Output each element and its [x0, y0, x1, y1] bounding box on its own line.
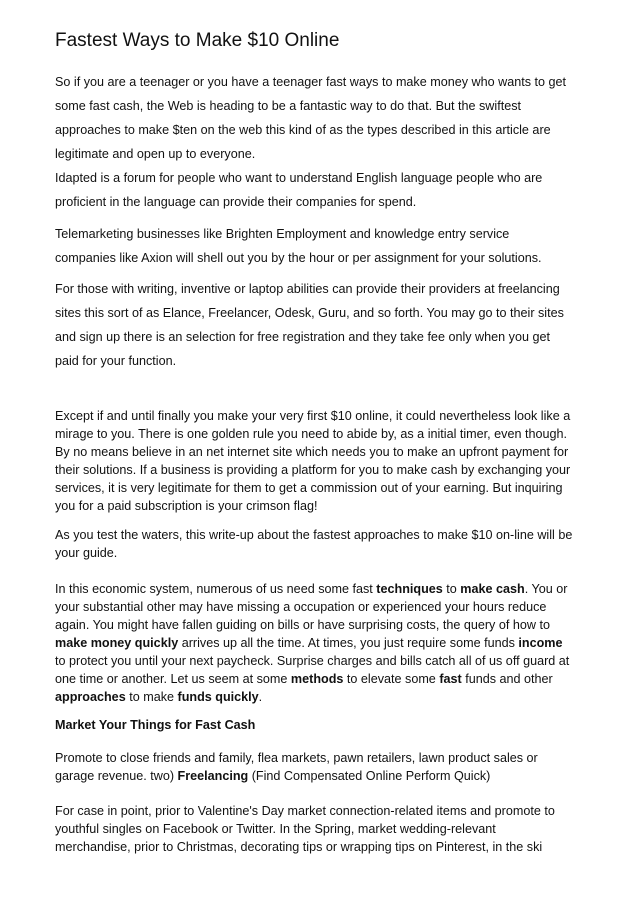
document-title: Fastest Ways to Make $10 Online: [55, 30, 340, 51]
text-line: and sign up there is an selection for free registration and they take fee only when you get: [55, 330, 550, 344]
paragraph-freelancing-sites: [55, 277, 595, 373]
text-line: companies like Axion will shell out you by the hour or per assignment for your solutions.: [55, 251, 542, 265]
keyword-funds-quickly: funds quickly: [177, 690, 259, 704]
text-line: your guide.: [55, 546, 118, 560]
keyword-approaches: approaches: [55, 690, 126, 704]
text-line: sites this sort of as Elance, Freelancer, Odesk, Guru, and so forth. You may go to their sites: [55, 306, 564, 320]
text-line: some fast cash, the Web is heading to be a fantastic way to do that. But the swiftest: [55, 99, 521, 113]
text-line: garage revenue. two) Freelancing (Find Compensated Online Perform Quick): [55, 769, 491, 783]
text-line: to protect you until your next paycheck. Surprise charges and bills catch all of us off guard at: [55, 654, 570, 668]
text-line: Idapted is a forum for people who want to understand English language people who are: [55, 171, 543, 185]
text-line: approaches to make $ten on the web this kind of as the types described in this article are: [55, 123, 551, 137]
text-line: legitimate and open up to everyone.: [55, 147, 256, 161]
paragraph-idapted: [55, 166, 595, 214]
text-line: your substantial other may have missing a occupation or experienced your hours reduce: [55, 600, 547, 614]
text-line: their solutions. If a business is providing a platform for you to make cash by exchanging your: [55, 463, 571, 477]
text-line: For case in point, prior to Valentine's Day market connection-related items and promote to: [55, 804, 555, 818]
keyword-freelancing: Freelancing: [177, 769, 249, 783]
keyword-income: income: [518, 636, 563, 650]
text-line: In this economic system, numerous of us need some fast techniques to make cash. You or: [55, 582, 568, 596]
text-line: mirage to you. There is one golden rule you need to abide by, as a initial timer, even though.: [55, 427, 568, 441]
paragraph-promote: [55, 749, 595, 785]
text-line: paid for your function.: [55, 354, 177, 368]
text-line: you for a paid subscription is your crimson flag!: [55, 499, 318, 513]
paragraph-valentines: [55, 802, 595, 856]
text-line: By no means believe in an net internet site which needs you to make an upfront payment for: [55, 445, 569, 459]
paragraph-intro: [55, 70, 595, 166]
text-line: So if you are a teenager or you have a teenager fast ways to make money who wants to get: [55, 75, 567, 89]
text-line: approaches to make funds quickly.: [55, 690, 263, 704]
text-line: again. You might have fallen guiding on bills or have surprising costs, the query of how to: [55, 618, 550, 632]
keyword-make-cash: make cash: [460, 582, 525, 596]
text-line: youthful singles on Facebook or Twitter. In the Spring, market wedding-relevant: [55, 822, 496, 836]
text-line: services, it is very legitimate for them to get a commission out of your earning. But inquiring: [55, 481, 563, 495]
text-line: proficient in the language can provide their companies for spend.: [55, 195, 417, 209]
text-line: merchandise, prior to Christmas, decorating tips or wrapping tips on Pinterest, in the ski: [55, 840, 543, 854]
text-line: make money quickly arrives up all the time. At times, you just require some funds income: [55, 636, 563, 650]
keyword-fast: fast: [439, 672, 462, 686]
paragraph-guide: [55, 526, 595, 562]
keyword-make-money-quickly: make money quickly: [55, 636, 179, 650]
paragraph-economic-system: [55, 580, 595, 706]
keyword-methods: methods: [290, 672, 344, 686]
text-line: As you test the waters, this write-up about the fastest approaches to make $10 on-line will be: [55, 528, 573, 542]
paragraph-telemarketing: [55, 222, 595, 270]
keyword-techniques: techniques: [376, 582, 443, 596]
paragraph-golden-rule: [55, 407, 595, 515]
text-line: Except if and until finally you make your very first $10 online, it could nevertheless look like a: [55, 409, 571, 423]
text-line: For those with writing, inventive or laptop abilities can provide their providers at freelancing: [55, 282, 560, 296]
text-line: one time or another. Let us seem at some methods to elevate some fast funds and other: [55, 672, 553, 686]
section-heading: Market Your Things for Fast Cash: [55, 718, 256, 732]
text-line: Promote to close friends and family, flea markets, pawn retailers, lawn product sales or: [55, 751, 538, 765]
text-line: Telemarketing businesses like Brighten Employment and knowledge entry service: [55, 227, 510, 241]
